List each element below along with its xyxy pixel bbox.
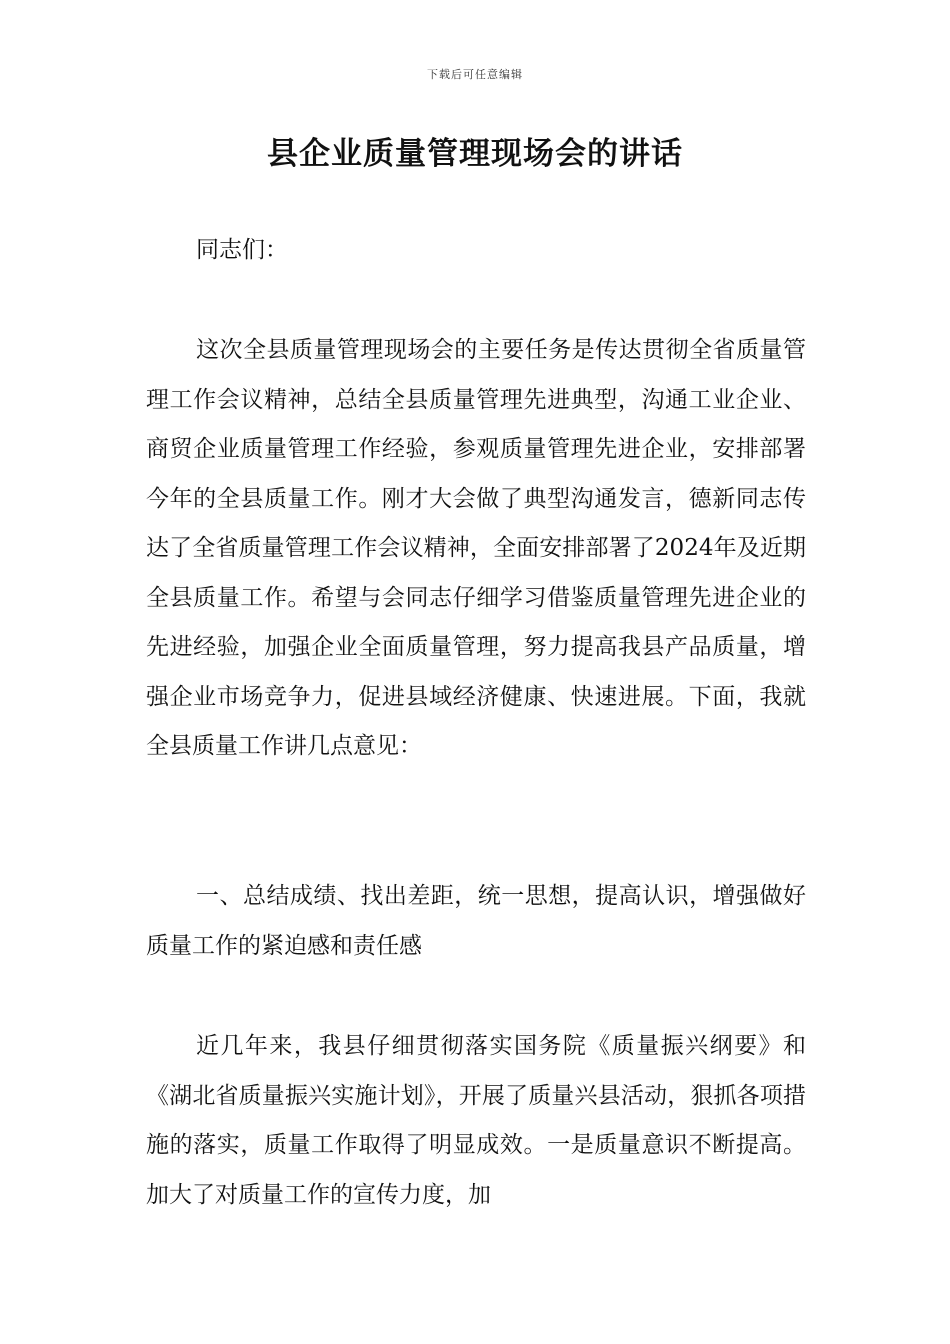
document-title: 县企业质量管理现场会的讲话 (267, 136, 683, 172)
paragraph-achievements: 近几年来，我县仔细贯彻落实国务院《质量振兴纲要》和《湖北省质量振兴实施计划》，开展了质量兴县活动，狠抓各项措施的落实，质量工作取得了明显成效。一是质量意识不断提高。加大了对质量工作的宣传力度，加 (146, 1033, 806, 1208)
salutation: 同志们： (196, 237, 288, 263)
section-heading-1: 一、总结成绩、找出差距，统一思想，提高认识，增强做好质量工作的紧迫感和责任感 (146, 883, 806, 959)
paragraph-intro: 这次全县质量管理现场会的主要任务是传达贯彻全省质量管理工作会议精神，总结全县质量管理先进典型，沟通工业企业、商贸企业质量管理工作经验，参观质量管理先进企业，安排部署今年的全县质量工作。刚才大会做了典型沟通发言，德新同志传达了全省质量管理工作会议精神，全面安排部署了2024年及近期全县质量工作。希望与会同志仔细学习借鉴质量管理先进企业的先进经验，加强企业全面质量管理，努力提高我县产品质量，增强企业市场竞争力，促进县域经济健康、快速进展。下面，我就全县质量工作讲几点意见： (146, 337, 806, 759)
header-note: 下载后可任意编辑 (427, 68, 523, 81)
